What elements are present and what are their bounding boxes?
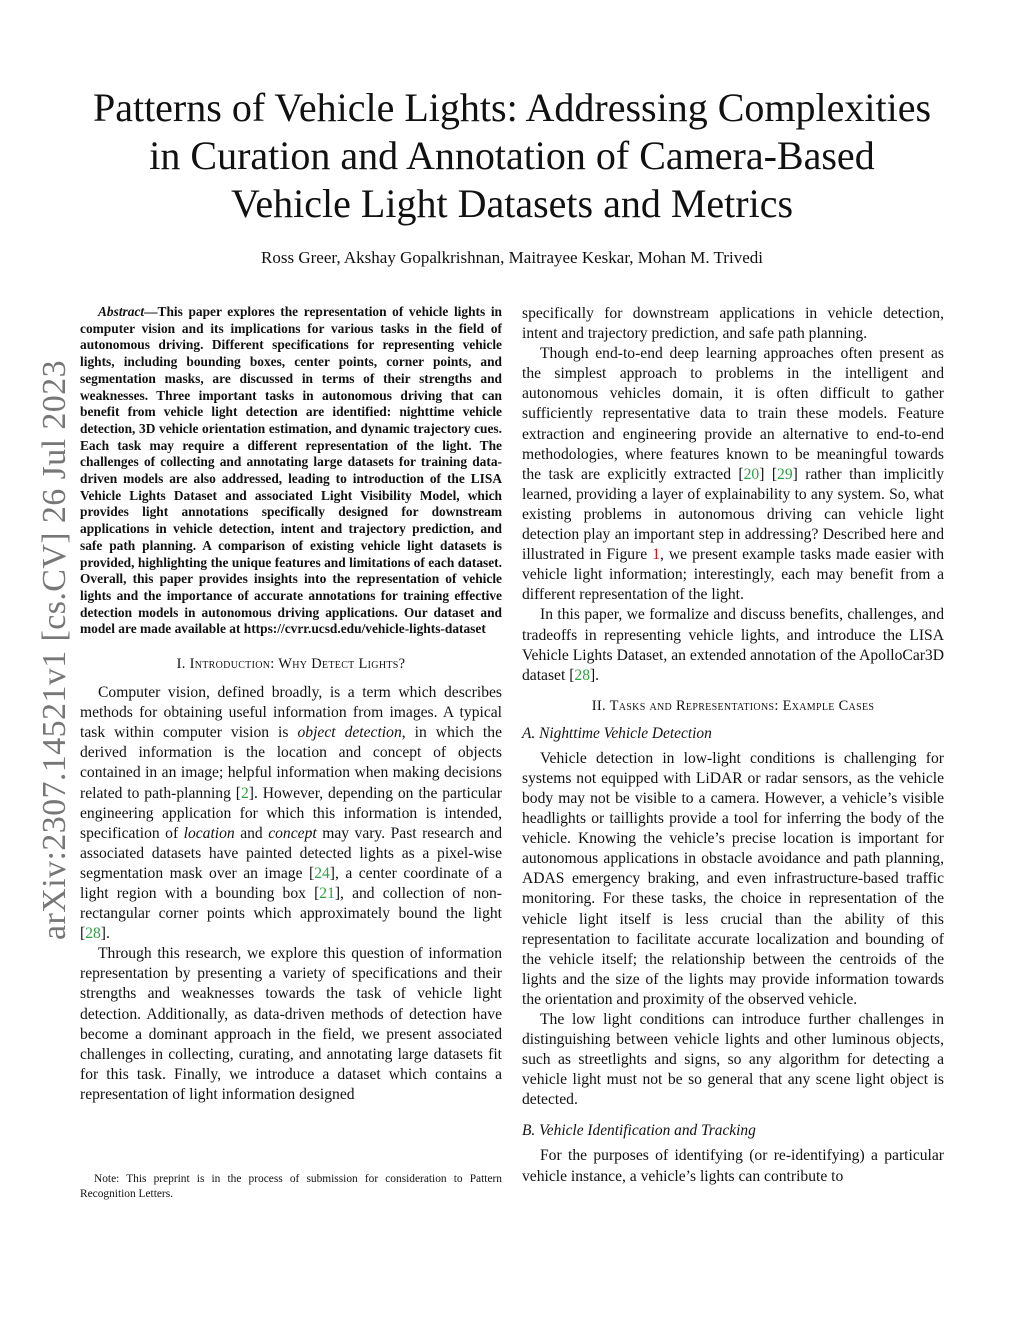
figure-link[interactable]: 1 [652, 546, 661, 564]
title-line-3: Vehicle Light Datasets and Metrics [230, 181, 794, 226]
author-list: Ross Greer, Akshay Gopalkrishnan, Maitrayee Keskar, Mohan M. Trivedi [261, 248, 763, 267]
intro-paragraph-2: Through this research, we explore this question of information representation by presenting a variety of specifications and their strengths and weaknesses towards the task of vehicle light detection. Additionally, as data-driven methods of detection have become a dominant approach in the field, we present associated challenges in collecting, curating, and annotating large datasets fit for this task. Finally, we introduce a dataset which contains a representation of light information designed [80, 945, 502, 1103]
abstract [80, 304, 502, 638]
abstract-text: —This paper explores the representation of vehicle lights in computer vision and its implications for various tasks in the field of autonomous driving. Different specifications for representing vehicle lights, including bounding boxes, center points, corner points, and segmentation masks, are discussed in terms of their strengths and weaknesses. Three important tasks in autonomous driving that can benefit from vehicle light detection are identified: nighttime vehicle detection, 3D vehicle orientation estimation, and dynamic trajectory cues. Each task may require a different representation of the light. The challenges of collecting and annotating large datasets for training data-driven models are also addressed, leading to introduction of the LISA Vehicle Lights Dataset and associated Light Visibility Model, which provides light annotations specifically designed for downstream applications in vehicle detection, intent and trajectory prediction, and safe path planning. A comparison of existing vehicle light datasets is provided, highlighting the unique features and limitations of each dataset. Overall, this paper provides insights into the representation of vehicle lights and the importance of accurate annotations for training effective detection models in autonomous driving applications. Our dataset and model are made available at https://cvrr.ucsd.edu/vehicle-lights-dataset [80, 304, 502, 637]
intro-paragraph-2-continued: specifically for downstream applications in vehicle detection, intent and trajectory prediction, and safe path planning. [522, 305, 944, 343]
subsection-a-heading: A. Nighttime Vehicle Detection [522, 724, 712, 742]
citation-link[interactable]: 20 [743, 465, 760, 483]
footnote: Note: This preprint is in the process of submission for consideration to Pattern Recognition Letters. [80, 1173, 502, 1200]
intro-paragraph-1: Computer vision, defined broadly, is a term which describes methods for obtaining useful information from images. A typical task within computer vision is object detection, in which the derived information is the location and concept of objects contained in an image; helpful information when making decisions related to path-planning [2]. However, depending on the particular engineering application for which this information is intended, specification of location and concept may vary. Past research and associated datasets have painted detected lights as a pixel-wise segmentation mask over an image [24], a center coordinate of a light region with a bounding box [21], and collection of non-rectangular corner points which approximately bound the light [28]. [80, 684, 503, 943]
citation-link[interactable]: 21 [319, 885, 335, 902]
citation-link[interactable]: 29 [777, 465, 793, 483]
term-concept: concept [268, 824, 317, 842]
term-object-detection: object detection [297, 724, 402, 742]
nighttime-paragraph-2: The low light conditions can introduce further challenges in distinguishing between vehicle lights and other luminous objects, such as streetlights and signs, so any algorithm for detecting a vehicle light must not be so general that any scene light object is detected. [522, 1011, 944, 1109]
title-line-1: Patterns of Vehicle Lights: Addressing Complexities [92, 85, 932, 130]
abstract-label: Abstract [98, 304, 145, 319]
paper-title [70, 84, 954, 228]
left-column [80, 304, 502, 1105]
intro-paragraph-3: Though end-to-end deep learning approaches often present as the simplest approach to problems in the intelligent and autonomous vehicles domain, it is often difficult to gather sufficiently representative data to train these models. Feature extraction and engineering provide an alternative to end-to-end methodologies, where features known to be meaningful towards the task are explicitly extracted [20] [29] rather than implicitly learned, providing a layer of explainability to any system. So, what existing problems in autonomous driving can vehicle light detection play an important step in addressing? Described here and illustrated in Figure 1, we present example tasks made easier with vehicle light information; interestingly, each may benefit from a different representation of the light. [522, 345, 944, 604]
subsection-b-heading: B. Vehicle Identification and Tracking [522, 1122, 756, 1140]
citation-link[interactable]: 2 [240, 784, 249, 802]
identification-paragraph-1: For the purposes of identifying (or re-identifying) a particular vehicle instance, a vehicle’s lights can contribute to [522, 1147, 944, 1185]
citation-link[interactable]: 28 [574, 666, 590, 684]
section-2-heading: II. Tasks and Representations: Example Cases [591, 697, 875, 714]
title-line-2: in Curation and Annotation of Camera-Based [149, 133, 875, 178]
arxiv-id: arXiv:2307.14521v1 [cs.CV] 26 Jul 2023 [36, 360, 73, 940]
term-location: location [183, 824, 235, 842]
section-1-heading: I. Introduction: Why Detect Lights? [176, 656, 406, 673]
intro-paragraph-4: In this paper, we formalize and discuss benefits, challenges, and tradeoffs in representing vehicle lights, and introduce the LISA Vehicle Lights Dataset, an extended annotation of the ApolloCar3D dataset [28]. [522, 606, 944, 684]
citation-link[interactable]: 28 [85, 925, 101, 943]
nighttime-paragraph-1: Vehicle detection in low-light conditions is challenging for systems not equipped with LiDAR or radar sensors, as the vehicle body may not be visible to a camera. However, a vehicle’s visible headlights or taillights provide a tool for inferring the body of the vehicle. Knowing the vehicle’s precise location is important for autonomous applications in obstacle avoidance and path planning, ADAS emergency braking, and even infrastructure-based traffic monitoring. For these tasks, the choice in representation of the vehicle light itself is less crucial than the ability of this representation to facilitate accurate localization and bounding of the vehicle itself; the relationship between the centroids of the lights and the size of the lights may provide information towards the orientation and proximity of the observed vehicle. [522, 749, 944, 1008]
citation-link[interactable]: 24 [314, 864, 330, 882]
right-column [522, 304, 944, 1187]
